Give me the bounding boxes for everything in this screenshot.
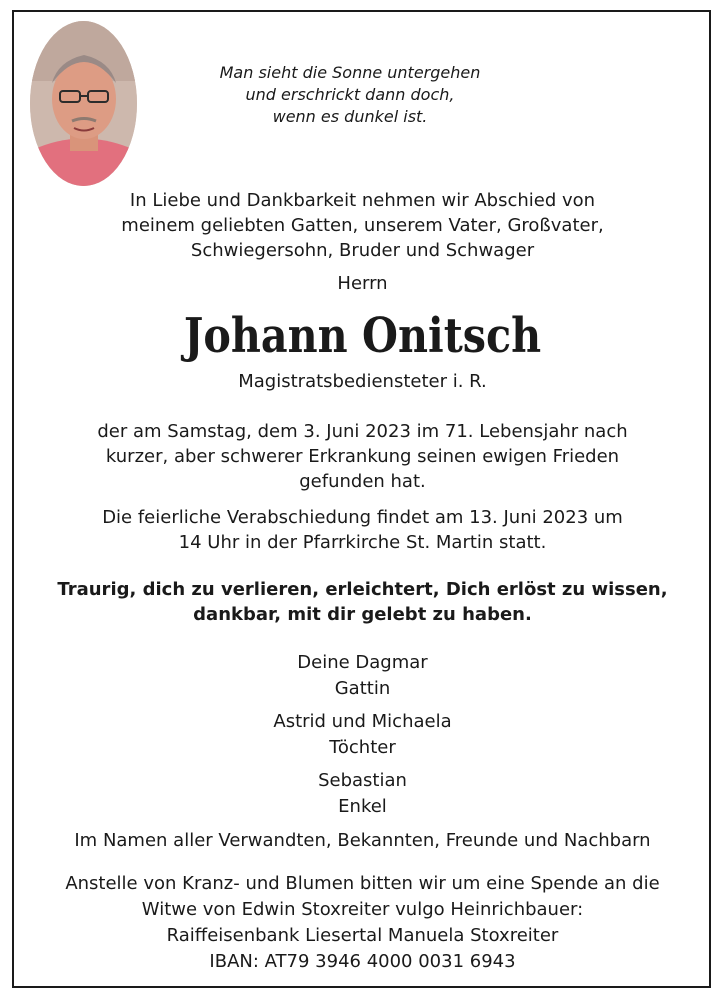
deceased-title: Magistratsbediensteter i. R. bbox=[238, 371, 487, 392]
family-member bbox=[0, 709, 725, 761]
family-name: Sebastian bbox=[318, 770, 407, 791]
deceased-name: Johann Onitsch bbox=[183, 308, 542, 364]
family-relation: Töchter bbox=[329, 737, 396, 758]
intro-line: Schwiegersohn, Bruder und Schwager bbox=[190, 240, 535, 261]
poem-line: und erschrickt dann doch, bbox=[245, 85, 455, 104]
family-name: Deine Dagmar bbox=[297, 652, 428, 673]
iban: IBAN: AT79 3946 4000 0031 6943 bbox=[209, 951, 516, 972]
family-name: Astrid und Michaela bbox=[273, 711, 452, 732]
death-notice-line: kurzer, aber schwerer Erkrankung seinen ewigen Frieden bbox=[105, 446, 620, 467]
ceremony-line: Die feierliche Verabschiedung findet am 13. Juni 2023 um bbox=[102, 507, 623, 528]
death-notice bbox=[0, 419, 725, 494]
death-notice-line: gefunden hat. bbox=[299, 471, 426, 492]
donation-request bbox=[0, 871, 725, 975]
death-notice-line: der am Samstag, dem 3. Juni 2023 im 71. Lebensjahr nach bbox=[97, 421, 628, 442]
family-relation: Enkel bbox=[338, 796, 387, 817]
family-member bbox=[0, 650, 725, 702]
behalf-line: Im Namen aller Verwandten, Bekannten, Freunde und Nachbarn bbox=[74, 830, 651, 851]
portrait-photo bbox=[30, 21, 137, 186]
motto-line: dankbar, mit dir gelebt zu haben. bbox=[193, 604, 532, 625]
ceremony-line: 14 Uhr in der Pfarrkirche St. Martin statt. bbox=[178, 532, 547, 553]
family-member bbox=[0, 768, 725, 820]
donation-line: Raiffeisenbank Liesertal Manuela Stoxreiter bbox=[166, 925, 559, 946]
intro-line: meinem geliebten Gatten, unserem Vater, Großvater, bbox=[121, 215, 604, 236]
donation-line: Witwe von Edwin Stoxreiter vulgo Heinrichbauer: bbox=[141, 899, 584, 920]
poem-line: Man sieht die Sonne untergehen bbox=[219, 63, 481, 82]
salutation: Herrn bbox=[337, 273, 388, 294]
motto-line: Traurig, dich zu verlieren, erleichtert, Dich erlöst zu wissen, bbox=[57, 579, 668, 600]
ceremony-info bbox=[0, 505, 725, 555]
family-relation: Gattin bbox=[334, 678, 391, 699]
motto bbox=[0, 577, 725, 627]
poem bbox=[150, 62, 550, 128]
donation-line: Anstelle von Kranz- und Blumen bitten wir um eine Spende an die bbox=[65, 873, 660, 894]
intro-text bbox=[0, 188, 725, 263]
poem-line: wenn es dunkel ist. bbox=[272, 107, 428, 126]
intro-line: In Liebe und Dankbarkeit nehmen wir Abschied von bbox=[129, 190, 596, 211]
